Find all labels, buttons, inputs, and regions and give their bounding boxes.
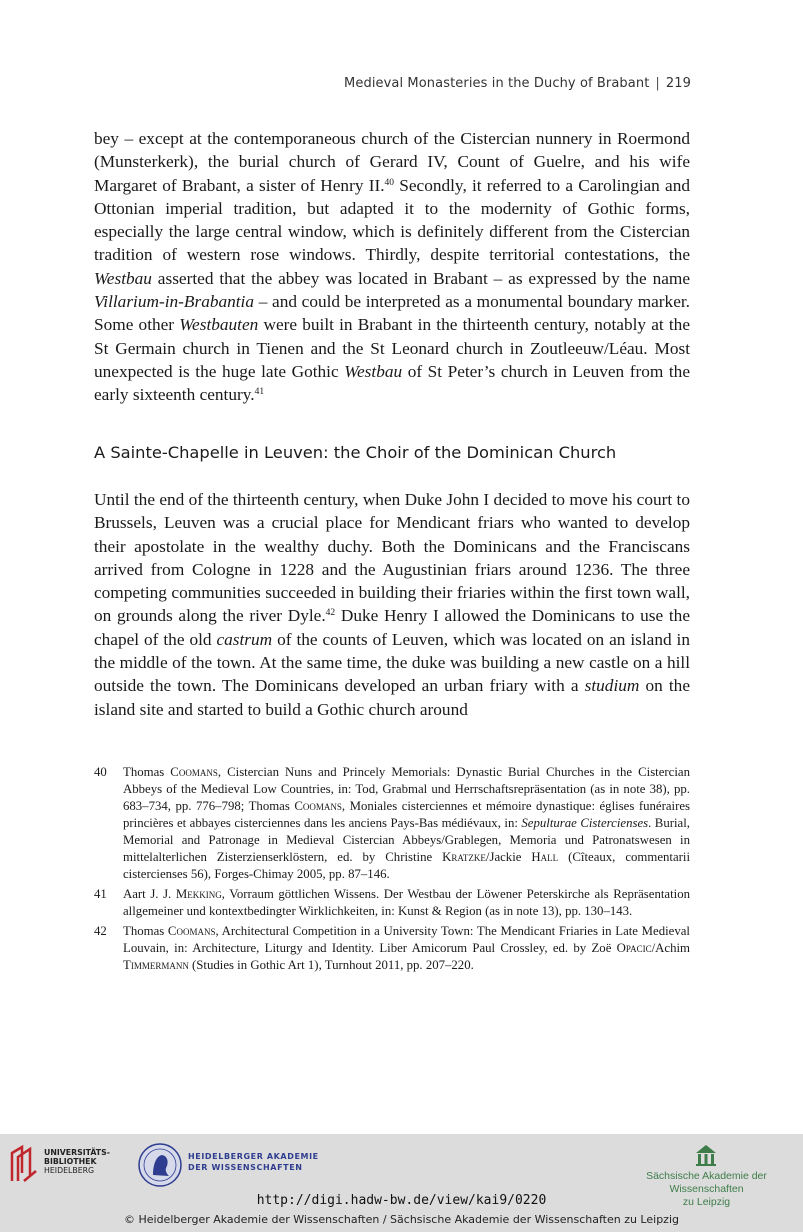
- running-head: [344, 76, 691, 91]
- body-paragraph-2: [94, 488, 690, 721]
- text-run: . Burial, Memorial and Patronage in Medieval Cistercian Abbeys/Grablegen, Memoria und Patronatswesen in mittelalterlichen Zisterzienserklöstern, ed. by Christine: [123, 816, 690, 864]
- university-library-logo[interactable]: [8, 1143, 118, 1187]
- permalink-url[interactable]: http://digi.hadw-bw.de/view/kai9/0220: [256, 1193, 547, 1208]
- author-name: Kratzke: [442, 850, 486, 864]
- italic-term: Westbauten: [179, 315, 259, 335]
- ub-emblem-icon: [8, 1143, 40, 1183]
- hawk-logo-text: HEIDELBERGER AKADEMIE DER WISSENSCHAFTEN: [188, 1152, 319, 1172]
- author-name: Hall: [531, 850, 559, 864]
- text-run: (Studies in Gothic Art 1), Turnhout 2011, pp. 207–220.: [188, 958, 474, 972]
- copyright-notice: © Heidelberger Akademie der Wissenschaften / Sächsische Akademie der Wissenschaften zu Leipzig: [123, 1213, 679, 1226]
- footnote-number: 40: [94, 765, 107, 779]
- saw-logo-text: Sächsische Akademie der Wissenschaften zu Leipzig: [646, 1170, 767, 1208]
- author-name: Timmermann: [123, 958, 189, 972]
- text-run: Aart J. J.: [123, 887, 176, 901]
- footnote-42: [94, 923, 690, 974]
- footnote-number: 41: [94, 887, 107, 901]
- text-run: – and could be interpreted as a monumental boundary marker. Some other: [94, 292, 690, 335]
- page-number: 219: [665, 76, 691, 91]
- text-run: asserted that the abbey was located in Brabant – as expressed by the name: [151, 268, 690, 288]
- footnotes: [94, 764, 690, 977]
- text-run: Until the end of the thirteenth century, when Duke John I decided to move his court to Brussels, Leuven was a crucial place for Mendicant friars who wanted to develop their apostolate in the wealthy duchy. Both the Dominicans and the Franciscans arrived from Cologne in 1228 and the Augustinian friars around 1236. The three competing communities succeeded in building their friaries within the first town wall, on grounds along the river Dyle.: [94, 490, 690, 626]
- italic-term: Westbau: [344, 361, 403, 381]
- author-name: Coomans: [294, 799, 342, 813]
- ub-logo-title: UNIVERSITÄTS- BIBLIOTHEK: [44, 1148, 110, 1166]
- text-run: were built in Brabant in the thirteenth century, notably at the St Germain church in Tienen and the St Leonard church in Zoutleeuw/Léau. Most unexpected is the huge late Gothic: [94, 315, 690, 381]
- text-run: , Vorraum göttlichen Wissens. Der Westbau der Löwener Peterskirche als Repräsentation allgemeiner und kontextbedingter Wirklichkeiten, in: Kunst & Region (as in note 13), pp. 130–143.: [123, 887, 690, 918]
- italic-term: Westbau: [94, 268, 152, 288]
- text-run: /Jackie: [485, 850, 532, 864]
- text-run: of the counts of Leuven, which was located on an island in the middle of the town. At the same time, the duke was building a new castle on a hill outside the town. The Dominicans developed an urban friary with a: [94, 629, 690, 696]
- author-name: Mekking: [175, 887, 222, 901]
- text-run: Thomas: [123, 765, 171, 779]
- ub-logo-subtitle: HEIDELBERG: [44, 1166, 95, 1175]
- text-run: of St Peter’s church in Leuven from the early sixteenth century.: [94, 361, 690, 405]
- body-paragraph-1: [94, 127, 690, 407]
- footnote-ref-42[interactable]: 42: [325, 608, 336, 619]
- author-name: Coomans: [170, 765, 218, 779]
- text-run: , Moniales cisterciennes et mémoire dynastique: églises funéraires princières et abbayes cisterciennes dans les anciens Pays-Bas médiévaux, in:: [123, 799, 690, 830]
- text-run: on the island site and started to build a Gothic church around: [94, 676, 690, 719]
- running-head-separator: |: [655, 76, 660, 91]
- footnote-40: [94, 764, 690, 883]
- italic-term: Villarium-in-Brabantia: [94, 292, 255, 312]
- saxon-academy-building-icon: [694, 1143, 718, 1167]
- footnote-number: 42: [94, 924, 107, 938]
- author-name: Coomans: [167, 924, 216, 938]
- heidelberg-academy-logo[interactable]: [138, 1141, 328, 1191]
- text-run: , Architectural Competition in a University Town: The Mendicant Friaries in Late Medieval Louvain, in: Architecture, Liturgy and Identity. Liber Amicorum Paul Crossley, ed. by Zoë: [123, 924, 690, 955]
- footnote-41: [94, 886, 690, 920]
- text-run: Secondly, it referred to a Carolingian and Ottonian imperial tradition, but adapted it to the modernity of Gothic forms, especially the large central window, which is definitely different from the Cistercian tradition of western rose windows. Thirdly, despite territorial contestations, the: [94, 175, 690, 265]
- italic-term: castrum: [216, 629, 273, 649]
- text-run: Thomas: [123, 924, 168, 938]
- text-run: Duke Henry I allowed the Dominicans to use the chapel of the old: [94, 606, 690, 649]
- italic-title: Sepulturae Cistercienses: [521, 816, 649, 830]
- footnote-ref-40[interactable]: 40: [384, 177, 395, 188]
- text-run: (Cîteaux, commentarii cistercienses 56), Forges-Chimay 2005, pp. 87–146.: [123, 850, 691, 881]
- text-run: , Cistercian Nuns and Princely Memorials: Dynastic Burial Churches in the Cistercian Abbeys of the Medieval Low Countries, in: Tod, Grabmal und Herrschaftsrepräsentation (as in note 38), pp. 683–734, pp. 776–798; Thomas: [123, 765, 690, 813]
- italic-term: studium: [584, 676, 640, 696]
- footnote-ref-41[interactable]: 41: [254, 387, 265, 398]
- text-run: /Achim: [651, 941, 690, 955]
- section-heading: A Sainte-Chapelle in Leuven: the Choir of the Dominican Church: [94, 443, 617, 462]
- text-run: bey – except at the contemporaneous church of the Cistercian nunnery in Roermond (Munsterkerk), the burial church of Gerard IV, Count of Guelre, and his wife Margaret of Brabant, a sister of Henry II.: [94, 129, 690, 195]
- author-name: Opacic: [616, 941, 652, 955]
- ub-logo-text: [44, 1148, 110, 1175]
- running-head-title: Medieval Monasteries in the Duchy of Brabant: [344, 76, 650, 91]
- academy-seal-icon: [138, 1141, 182, 1189]
